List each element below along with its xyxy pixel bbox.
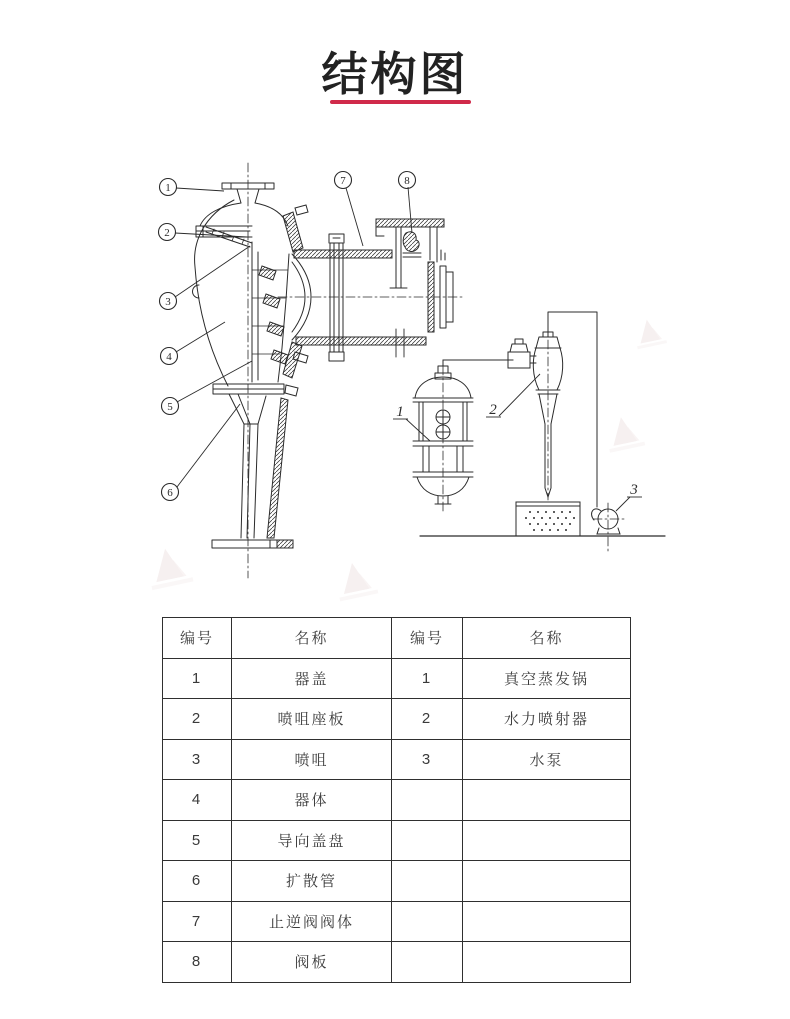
legend-cell: 喷咀座板 <box>232 699 392 740</box>
legend-cell <box>463 861 631 902</box>
schematic-numbers <box>396 402 638 498</box>
callout-7: 7 <box>340 175 346 187</box>
legend-cell <box>392 901 463 942</box>
legend-cell <box>463 901 631 942</box>
legend-cell <box>463 942 631 983</box>
schematic-label-1: 1 <box>396 404 404 420</box>
legend-cell <box>392 942 463 983</box>
legend-table-body <box>163 618 631 983</box>
callout-8: 8 <box>404 175 410 187</box>
legend-cell: 水力喷射器 <box>463 699 631 740</box>
legend-cell: 8 <box>163 942 232 983</box>
legend-cell: 7 <box>163 901 232 942</box>
watermark-logo <box>145 317 668 602</box>
legend-cell: 喷咀 <box>232 739 392 780</box>
legend-row <box>163 658 631 699</box>
structure-diagram <box>120 152 680 612</box>
legend-cell: 器体 <box>232 780 392 821</box>
schematic-label-3: 3 <box>630 482 638 498</box>
legend-row <box>163 820 631 861</box>
legend-row <box>163 861 631 902</box>
legend-header-cell: 编号 <box>392 618 463 659</box>
ejector-cross-section <box>193 163 625 578</box>
legend-header-row <box>163 618 631 659</box>
legend-row <box>163 780 631 821</box>
legend-header-cell: 名称 <box>232 618 392 659</box>
legend-cell: 扩散管 <box>232 861 392 902</box>
legend-cell: 止逆阀阀体 <box>232 901 392 942</box>
page-title: 结构图 <box>321 48 469 100</box>
legend-cell: 2 <box>392 699 463 740</box>
legend-cell <box>392 861 463 902</box>
legend-header-cell: 编号 <box>163 618 232 659</box>
legend-cell <box>463 820 631 861</box>
callout-2: 2 <box>164 227 170 239</box>
legend-row <box>163 739 631 780</box>
legend-cell: 水泵 <box>463 739 631 780</box>
legend-row <box>163 942 631 983</box>
callout-1: 1 <box>165 182 171 194</box>
legend-cell <box>463 780 631 821</box>
callout-3: 3 <box>165 296 171 308</box>
water-dots <box>525 511 575 531</box>
schematic-number-underlines <box>393 417 642 497</box>
legend-cell: 4 <box>163 780 232 821</box>
legend-cell: 3 <box>163 739 232 780</box>
legend-cell: 1 <box>392 658 463 699</box>
structure-diagram-svg <box>120 152 680 612</box>
callout-4: 4 <box>166 351 172 363</box>
legend-cell: 6 <box>163 861 232 902</box>
installation-schematic <box>413 312 665 536</box>
legend-cell: 阀板 <box>232 942 392 983</box>
legend-cell: 器盖 <box>232 658 392 699</box>
title-underline <box>330 100 471 104</box>
legend-cell: 5 <box>163 820 232 861</box>
legend-cell: 3 <box>392 739 463 780</box>
callout-5: 5 <box>167 401 173 413</box>
legend-row <box>163 699 631 740</box>
schematic-label-2: 2 <box>489 402 497 418</box>
legend-header-cell: 名称 <box>463 618 631 659</box>
legend-table <box>162 617 631 983</box>
legend-cell: 导向盖盘 <box>232 820 392 861</box>
legend-cell: 真空蒸发锅 <box>463 658 631 699</box>
legend-cell: 2 <box>163 699 232 740</box>
callout-6: 6 <box>167 487 173 499</box>
legend-cell: 1 <box>163 658 232 699</box>
legend-cell <box>392 780 463 821</box>
legend-cell <box>392 820 463 861</box>
legend-row <box>163 901 631 942</box>
